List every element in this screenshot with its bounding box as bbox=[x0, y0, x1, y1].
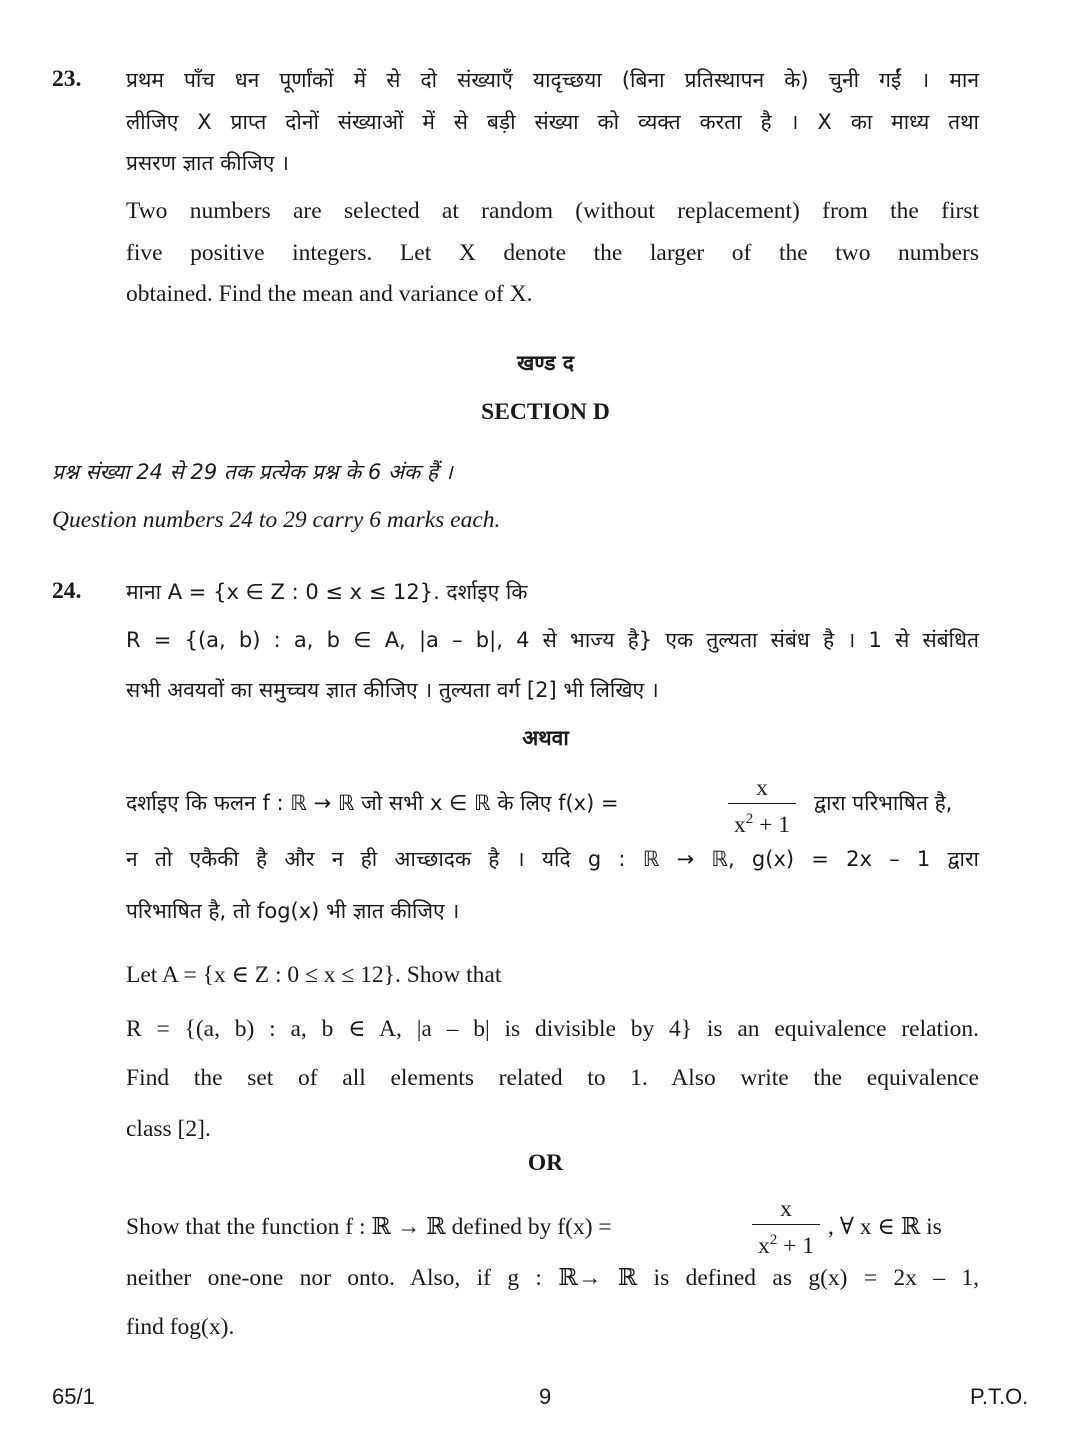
q24-english-or-line-2: neither one-one nor onto. Also, if g : ℝ→ ℝ is defined as g(x) = 2x – 1, bbox=[126, 1265, 979, 1291]
den-exponent: 2 bbox=[745, 811, 754, 827]
q24-english-or-line-3: find fog(x). bbox=[126, 1314, 235, 1340]
q24-hindi-or-line-1 bbox=[126, 773, 986, 845]
page-number: 9 bbox=[539, 1384, 552, 1409]
q24-hindi-or-line-1-end: द्वारा परिभाषित है, bbox=[814, 791, 953, 815]
den-exponent: 2 bbox=[769, 1232, 778, 1248]
section-title-hindi: खण्ड द bbox=[517, 351, 574, 375]
question-number-23: 23. bbox=[52, 66, 82, 92]
q24-english-line-3: Find the set of all elements related to 1. Also write the equivalence bbox=[126, 1065, 979, 1091]
section-title-english: SECTION D bbox=[481, 399, 610, 425]
fraction-numerator: x bbox=[752, 1194, 820, 1225]
please-turn-over: P.T.O. bbox=[970, 1384, 1029, 1409]
fraction-denominator bbox=[752, 1225, 820, 1261]
question-number-24: 24. bbox=[52, 578, 82, 604]
q24-english-or-line-1-text: Show that the function f : ℝ → ℝ defined by f(x) = bbox=[126, 1214, 612, 1240]
q24-english-line-1: Let A = {x ∈ Z : 0 ≤ x ≤ 12}. Show that bbox=[126, 962, 502, 988]
den-base: x bbox=[734, 811, 746, 838]
q24-hindi-or-line-1-text: दर्शाइए कि फलन f : ℝ → ℝ जो सभी x ∈ ℝ के लिए f(x) = bbox=[126, 791, 619, 815]
section-instruction-english: Question numbers 24 to 29 carry 6 marks each. bbox=[52, 507, 501, 533]
fraction-numerator: x bbox=[728, 773, 796, 804]
q24-english-or-line-1-end: , ∀ x ∈ ℝ is bbox=[828, 1214, 942, 1240]
q24-hindi-line-1: माना A = {x ∈ Z : 0 ≤ x ≤ 12}. दर्शाइए कि bbox=[126, 580, 528, 604]
q24-hindi-or-line-2: न तो एकैकी है और न ही आच्छादक है । यदि g : ℝ → ℝ, g(x) = 2x – 1 द्वारा bbox=[126, 847, 979, 871]
section-instruction-hindi: प्रश्न संख्या 24 से 29 तक प्रत्येक प्रश्न के 6 अंक हैं । bbox=[52, 460, 453, 484]
q24-english-line-2: R = {(a, b) : a, b ∈ A, |a – b| is divisible by 4} is an equivalence relation. bbox=[126, 1016, 979, 1042]
q24-english-line-4: class [2]. bbox=[126, 1116, 211, 1142]
paper-code: 65/1 bbox=[52, 1384, 95, 1409]
or-label-english: OR bbox=[527, 1150, 564, 1176]
den-tail: + 1 bbox=[777, 1232, 815, 1259]
fraction-denominator bbox=[728, 804, 796, 840]
fraction-x-over-x2-plus-1 bbox=[728, 773, 796, 840]
q23-english-line-2: five positive integers. Let X denote the larger of the two numbers bbox=[126, 240, 979, 266]
q23-hindi-line-3: प्रसरण ज्ञात कीजिए । bbox=[126, 151, 289, 175]
q23-hindi-line-2: लीजिए X प्राप्त दोनों संख्याओं में से बड़ी संख्या को व्यक्त करता है । X का माध्य तथा bbox=[126, 110, 979, 134]
q24-hindi-line-3: सभी अवयवों का समुच्चय ज्ञात कीजिए । तुल्यता वर्ग [2] भी लिखिए । bbox=[126, 678, 659, 702]
q23-hindi-line-1: प्रथम पाँच धन पूर्णांकों में से दो संख्याएँ यादृच्छया (बिना प्रतिस्थापन के) चुनी गईं । मान bbox=[126, 68, 979, 92]
or-label-hindi: अथवा bbox=[522, 726, 569, 750]
q23-english-line-3: obtained. Find the mean and variance of X. bbox=[126, 281, 533, 307]
q24-hindi-or-line-3: परिभाषित है, तो fog(x) भी ज्ञात कीजिए । bbox=[126, 899, 460, 923]
den-base: x bbox=[758, 1232, 770, 1259]
den-tail: + 1 bbox=[753, 811, 791, 838]
q24-hindi-line-2: R = {(a, b) : a, b ∈ A, |a – b|, 4 से भाज्य है} एक तुल्यता संबंध है । 1 से संबंधित bbox=[126, 628, 979, 652]
fraction-x-over-x2-plus-1-english bbox=[752, 1194, 820, 1261]
q24-english-or-line-1 bbox=[126, 1194, 986, 1266]
q23-english-line-1: Two numbers are selected at random (without replacement) from the first bbox=[126, 198, 979, 224]
